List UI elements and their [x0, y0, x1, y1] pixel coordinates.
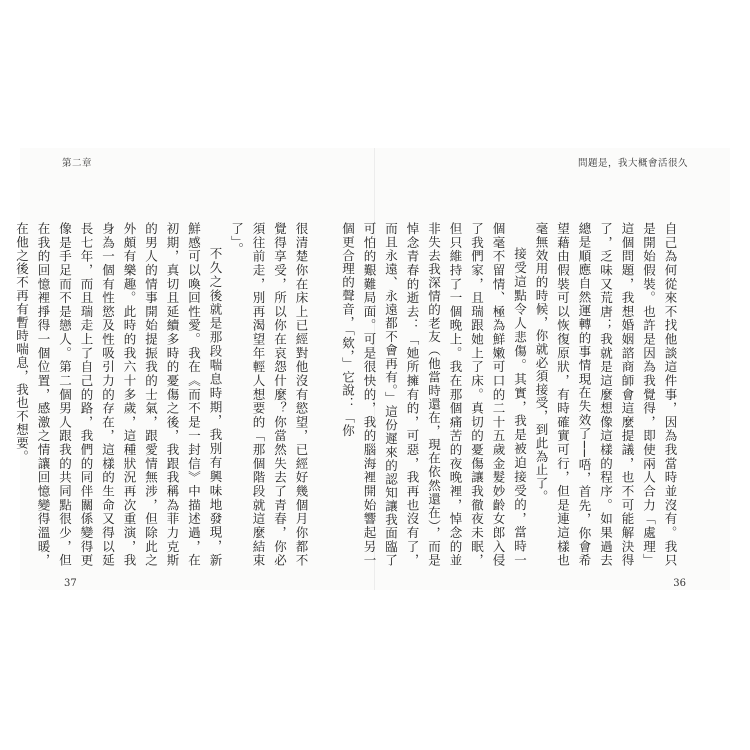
left-page-text [14, 222, 312, 567]
left-page-number: 37 [64, 578, 77, 589]
right-page-text [340, 222, 681, 567]
right-paragraph-2: 接受這點令人悲傷。其實，我是被迫接受的，當時一個毫不留情、極為鮮嫩可口的二十五歲金髮妙齡女郎入侵了我們家，且瑞跟她上了床。真切的憂傷讓我徹夜未眠，但只維持了一個晚上。我在那個痛苦的夜晚裡，悼念的並非失去我深情的老友（他當時還在，現在依然還在），而是悼念青春的逝去：「她所擁有的，可惡，我再也沒有了，而且永遠、永遠都不會再有。」這份遲來的認知讓我面臨了可怕的艱難局面。可是很快的，我的腦海裡開始響起另一個更合理的聲音，「欸，」它說：「你 [340, 222, 528, 567]
right-page-number: 36 [673, 578, 686, 589]
right-paragraph-1: 自己為何從來不找他談這件事，因為我當時並沒有。我只是開始假裝。也許是因為我覺得，即使兩人合力「處理」這個問題，我想婚姻諮商師會這麼提議，也不可能解決得了，乏味又荒唐；我就是這麼想像這樣的程序。如果過去總是順應自然運轉的事情現在失效了──唔，首先，你會希望藉由假裝可以恢復原狀，有時確實可行，但是連這樣也毫無效用的時候，你就必須接受，到此為止了。 [534, 222, 678, 567]
left-running-head: 第二章 [62, 158, 93, 169]
left-paragraph-1: 很清楚你在床上已經對他沒有慾望，已經好幾個月你都不覺得享受，所以你在哀怨什麼？你當然失去了青春，你必須往前走，別再渴望年輕人想要的「那個階段就這麼結束了」。 [229, 222, 309, 567]
left-paragraph-2: 不久之後就是那段喘息時期，我別有興味地發現，新鮮感可以喚回性愛。我在《而不是一封信》中描述過，在初期，真切且延續多時的憂傷之後，我跟我稱為菲力克斯的男人的情事開始提振我的士氣，跟愛情無涉，但除此之外頗有樂趣。此時的我六十多歲，這種狀況再次重演，我身為一個有性慾及性吸引力的存在，這樣的生命又得以延長七年，而且瑞走上了自己的路，我們的同伴關係變得更像是手足而不是戀人。第二個男人跟我的共同點很少，但在我的回憶裡掙得一個位置，感激之情讓回憶變得溫暖，在他之後不再有暫時喘息，我也不想要。 [14, 222, 223, 567]
right-running-head: 問題是，我大概會活很久 [577, 158, 688, 169]
